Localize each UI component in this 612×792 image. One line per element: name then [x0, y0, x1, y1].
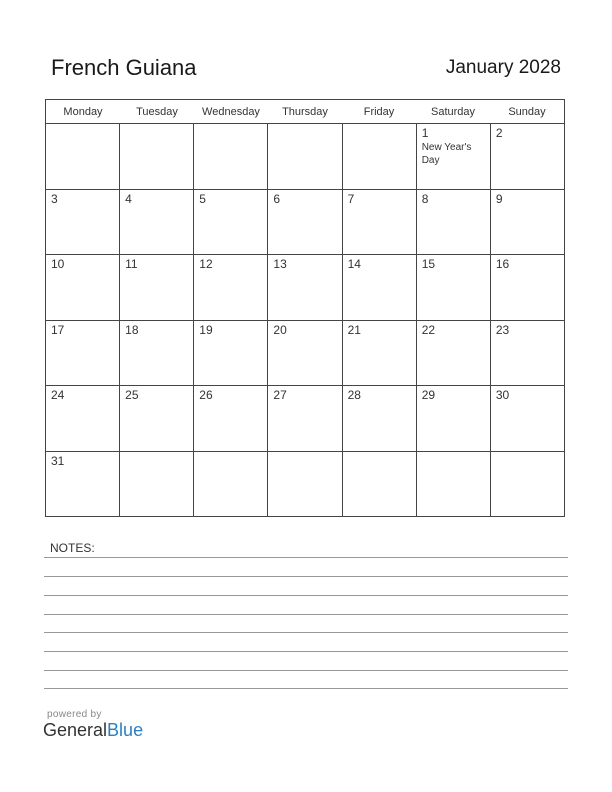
day-number: 13 [273, 257, 287, 271]
day-cell [343, 386, 417, 451]
day-number: 28 [347, 388, 361, 402]
day-cell [491, 255, 564, 320]
month-year-title: January 2028 [445, 57, 561, 78]
weekday-header: Monday [63, 106, 103, 118]
day-cell [268, 386, 342, 451]
day-cell [417, 190, 491, 255]
weekday-header: Friday [363, 106, 395, 118]
day-cell [120, 124, 194, 189]
day-cell [491, 386, 564, 451]
week-row [46, 386, 564, 452]
day-number: 11 [125, 257, 138, 271]
weekday-header: Tuesday [136, 106, 178, 118]
weekday-header: Sunday [508, 106, 546, 118]
day-number: 10 [51, 257, 65, 271]
day-number: 14 [347, 257, 361, 271]
day-cell [343, 255, 417, 320]
day-cell [120, 255, 194, 320]
day-cell [417, 124, 491, 189]
day-number: 4 [125, 191, 132, 206]
day-cell [46, 255, 120, 320]
powered-by-text: powered by [47, 709, 102, 720]
week-row [46, 321, 564, 387]
day-cell [46, 321, 120, 386]
day-cell [417, 321, 491, 386]
day-number: 8 [421, 191, 429, 206]
day-cell [194, 190, 268, 255]
day-number: 7 [347, 191, 355, 206]
day-cell [343, 321, 417, 386]
day-cell [120, 321, 194, 386]
day-cell [491, 321, 564, 386]
note-line [44, 688, 568, 689]
day-cell [491, 190, 564, 255]
country-title: French Guiana [51, 55, 197, 80]
day-number: 30 [495, 388, 510, 402]
day-cell [268, 452, 342, 518]
day-number: 2 [495, 126, 503, 140]
day-cell [46, 124, 120, 189]
day-number: 12 [199, 257, 213, 271]
day-cell [417, 255, 491, 320]
day-cell [194, 124, 268, 189]
week-row [46, 255, 564, 321]
day-cell [120, 190, 194, 255]
holiday-label: New Year's Day [421, 142, 472, 166]
weekday-header-row [46, 100, 564, 124]
day-cell [46, 452, 120, 518]
day-cell [194, 321, 268, 386]
day-number: 23 [495, 322, 510, 337]
notes-label: NOTES: [50, 541, 95, 555]
day-number: 1 [421, 126, 429, 140]
brand-blue-text: Blue [107, 720, 144, 740]
day-cell [343, 452, 417, 518]
note-line [44, 632, 568, 633]
day-number: 29 [421, 388, 436, 402]
day-number: 22 [421, 322, 436, 337]
weekday-header: Thursday [282, 106, 328, 118]
day-cell [343, 124, 417, 189]
generalblue-logo [43, 720, 143, 741]
day-number: 6 [273, 191, 281, 206]
week-row [46, 124, 564, 190]
day-cell [268, 321, 342, 386]
brand-general-text: General [43, 720, 108, 740]
week-row [46, 190, 564, 256]
note-line [44, 614, 568, 615]
note-line [44, 595, 568, 596]
day-cell [268, 124, 342, 189]
day-cell [120, 386, 194, 451]
weekday-header: Wednesday [202, 106, 260, 118]
day-number: 20 [273, 322, 287, 337]
day-number: 25 [125, 388, 139, 402]
day-cell [194, 255, 268, 320]
day-cell [343, 190, 417, 255]
day-cell [491, 124, 564, 189]
day-cell [268, 255, 342, 320]
note-line [44, 557, 568, 558]
day-number: 19 [199, 322, 213, 337]
weeks-container [46, 124, 564, 517]
day-cell [194, 452, 268, 518]
note-line [44, 670, 568, 671]
day-number: 21 [347, 322, 361, 337]
day-cell [120, 452, 194, 518]
day-number: 16 [495, 257, 510, 271]
day-cell [46, 386, 120, 451]
day-number: 26 [199, 388, 213, 402]
week-row [46, 452, 564, 518]
day-number: 5 [199, 191, 206, 206]
day-cell [417, 386, 491, 451]
calendar-grid [45, 99, 565, 517]
day-number: 31 [51, 453, 65, 468]
day-number: 17 [51, 322, 65, 337]
day-number: 3 [51, 191, 58, 206]
day-number: 27 [273, 388, 287, 402]
day-number: 24 [51, 388, 65, 402]
day-cell [268, 190, 342, 255]
note-line [44, 651, 568, 652]
day-cell [417, 452, 491, 518]
day-number: 9 [495, 191, 503, 206]
day-cell [46, 190, 120, 255]
day-cell [194, 386, 268, 451]
weekday-header: Saturday [430, 106, 476, 118]
day-number: 15 [421, 257, 436, 271]
note-line [44, 576, 568, 577]
day-number: 18 [125, 322, 139, 337]
day-cell [491, 452, 564, 518]
